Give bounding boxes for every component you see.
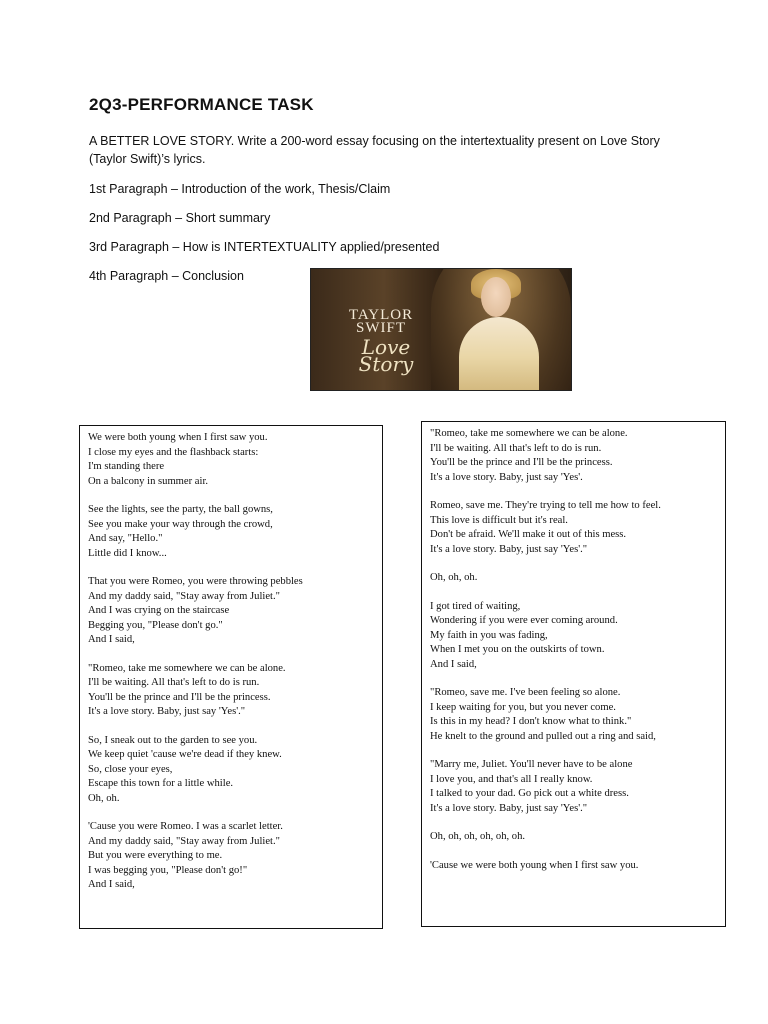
lyric-stanza	[430, 571, 717, 586]
page-title: 2Q3-PERFORMANCE TASK	[89, 95, 314, 114]
lyric-stanza	[88, 431, 374, 489]
lyric-line: But you were everything to me.	[88, 850, 223, 861]
lyrics-box-right	[421, 421, 726, 927]
lyric-line: See the lights, see the party, the ball gowns,	[88, 504, 273, 515]
lyric-line: And I said,	[88, 634, 135, 645]
lyric-stanza	[430, 859, 717, 874]
lyric-line: And I said,	[88, 879, 135, 890]
lyric-line: Don't be afraid. We'll make it out of this mess.	[430, 529, 627, 540]
lyric-line: I close my eyes and the flashback starts:	[88, 446, 259, 458]
lyric-line: And my daddy said, "Stay away from Juliet."	[88, 835, 280, 847]
lyric-line: 'Cause you were Romeo. I was a scarlet letter.	[88, 821, 283, 832]
lyric-stanza	[430, 427, 717, 485]
lyric-line: Wondering if you were ever coming around.	[430, 615, 618, 626]
lyric-stanza	[88, 575, 374, 648]
lyric-line: Escape this town for a little while.	[88, 778, 234, 789]
lyric-line: It's a love story. Baby, just say 'Yes'."	[88, 706, 246, 717]
lyric-stanza	[430, 499, 717, 557]
lyric-line: See you make your way through the crowd,	[88, 518, 273, 530]
paragraph-guide-1: 1st Paragraph – Introduction of the work, Thesis/Claim	[89, 182, 391, 196]
lyric-line: Oh, oh, oh, oh, oh, oh.	[430, 831, 526, 842]
lyric-line: "Romeo, take me somewhere we can be alone.	[430, 428, 628, 439]
lyrics-box-left	[79, 425, 383, 929]
cover-title-line-2: Story	[358, 352, 414, 376]
lyric-line: And I said,	[430, 658, 477, 670]
lyric-stanza	[88, 820, 374, 893]
lyric-line: I'll be waiting. All that's left to do is run.	[88, 677, 260, 688]
lyric-line: 'Cause we were both young when I first saw you.	[430, 859, 639, 871]
lyric-line: I love you, and that's all I really know.	[430, 773, 593, 785]
lyric-stanza	[430, 686, 717, 744]
album-cover-image	[310, 268, 572, 391]
lyric-stanza	[430, 600, 717, 673]
lyric-line: I talked to your dad. Go pick out a white dress.	[430, 788, 629, 799]
lyric-line: And my daddy said, "Stay away from Juliet."	[88, 590, 280, 602]
lyric-line: Oh, oh, oh.	[430, 572, 478, 583]
lyric-stanza	[430, 830, 717, 845]
lyric-line: I keep waiting for you, but you never come.	[430, 701, 616, 713]
cover-artist-line-2: SWIFT	[356, 320, 406, 336]
lyric-line: I was begging you, "Please don't go!"	[88, 864, 248, 876]
lyric-line: And I was crying on the staircase	[88, 605, 230, 616]
lyric-line: On a balcony in summer air.	[88, 475, 209, 487]
lyric-line: I got tired of waiting,	[430, 600, 521, 612]
paragraph-guide-4: 4th Paragraph – Conclusion	[89, 269, 244, 283]
lyric-line: "Romeo, take me somewhere we can be alone.	[88, 662, 286, 674]
cover-figure-dress	[459, 317, 539, 391]
lyric-line: It's a love story. Baby, just say 'Yes'.	[430, 471, 583, 483]
cover-title-line-1: Love	[361, 335, 411, 359]
lyric-line: I'm standing there	[88, 461, 165, 472]
cover-artist-line-1: TAYLOR	[348, 307, 414, 323]
lyric-line: I'll be waiting. All that's left to do is run.	[430, 442, 602, 454]
lyric-line: "Romeo, save me. I've been feeling so alone.	[430, 687, 621, 698]
lyric-line: So, close your eyes,	[88, 763, 173, 775]
lyric-line: So, I sneak out to the garden to see you.	[88, 734, 258, 746]
lyric-line: And say, "Hello."	[88, 533, 163, 544]
lyric-stanza	[430, 758, 717, 816]
lyric-line: Oh, oh.	[88, 792, 120, 804]
paragraph-guide-2: 2nd Paragraph – Short summary	[89, 211, 271, 225]
lyric-line: We keep quiet 'cause we're dead if they knew.	[88, 749, 282, 760]
lyric-line: You'll be the prince and I'll be the princess.	[430, 457, 613, 468]
lyric-line: It's a love story. Baby, just say 'Yes'."	[430, 543, 588, 555]
paragraph-guide-3: 3rd Paragraph – How is INTERTEXTUALITY applied/presented	[89, 240, 440, 254]
lyric-stanza	[88, 734, 374, 807]
lyric-line: My faith in you was fading,	[430, 629, 548, 641]
lyric-stanza	[88, 503, 374, 561]
lyric-line: "Marry me, Juliet. You'll never have to be alone	[430, 759, 633, 770]
cover-figure-head	[481, 277, 511, 317]
lyric-line: You'll be the prince and I'll be the princess.	[88, 691, 271, 703]
cover-artist-name	[331, 309, 431, 335]
task-instruction: A BETTER LOVE STORY. Write a 200-word essay focusing on the intertextuality present on Love Story (Taylor Swift)’s lyrics.	[89, 134, 660, 166]
lyric-line: When I met you on the outskirts of town.	[430, 644, 605, 655]
lyric-line: He knelt to the ground and pulled out a ring and said,	[430, 730, 656, 742]
lyric-line: Little did I know...	[88, 547, 167, 559]
cover-song-title	[341, 335, 431, 376]
lyric-line: We were both young when I first saw you.	[88, 432, 268, 443]
lyric-line: Is this in my head? I don't know what to think."	[430, 716, 632, 727]
lyric-line: Begging you, "Please don't go."	[88, 619, 223, 631]
lyric-line: That you were Romeo, you were throwing pebbles	[88, 576, 303, 587]
lyric-line: Romeo, save me. They're trying to tell me how to feel.	[430, 500, 661, 511]
lyric-line: It's a love story. Baby, just say 'Yes'."	[430, 802, 588, 814]
lyric-stanza	[88, 662, 374, 720]
lyric-line: This love is difficult but it's real.	[430, 514, 568, 526]
